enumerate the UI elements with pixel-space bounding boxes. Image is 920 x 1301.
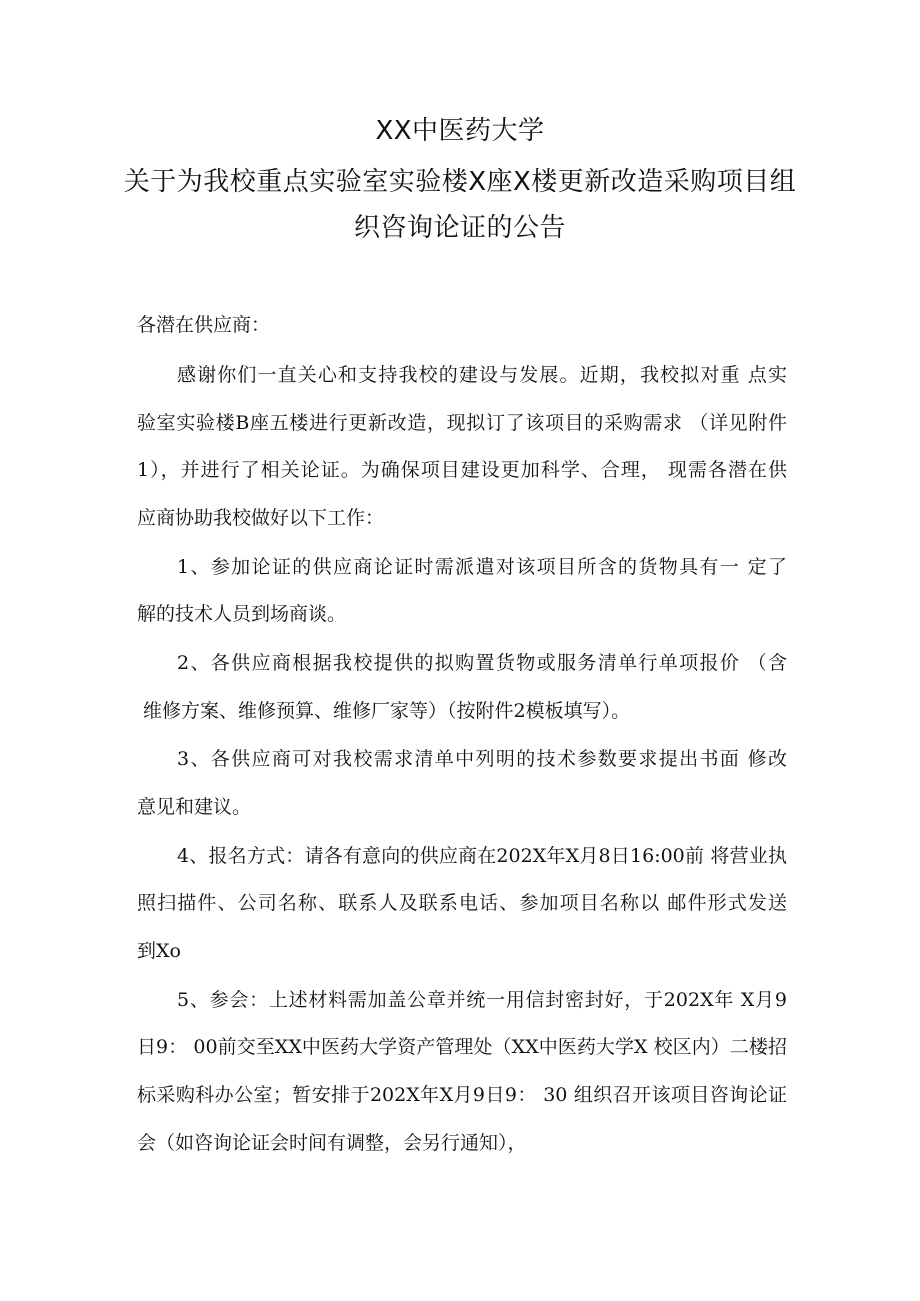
item-3-line: 意见和建议。 (137, 796, 252, 818)
item-2-line: 2、各供应商根据我校提供的拟购置货物或服务清单行单项报价 （含 (177, 652, 787, 674)
announcement-title-line-2: 织咨询论证的公告 (353, 213, 566, 243)
item-5-line: 标采购科办公室；暂安排于202X年X月9日9： 30 组织召开该项目咨询论证 (137, 1084, 787, 1106)
intro-line: 应商协助我校做好以下工作： (137, 507, 385, 529)
item-4-line: 照扫描件、公司名称、联系人及联系电话、参加项目名称以 邮件形式发送 (137, 892, 787, 914)
salutation: 各潜在供应商： (137, 314, 271, 336)
item-2-line: 维修方案、维修预算、维修厂家等）（按附件2模板填写）。 (137, 700, 631, 722)
item-1-line: 1、参加论证的供应商论证时需派遣对该项目所含的货物具有一 定了 (177, 556, 787, 578)
item-5-line: 会（如咨询论证会时间有调整，会另行通知）， (137, 1132, 527, 1154)
intro-line: 1），并进行了相关论证。为确保项目建设更加科学、合理， 现需各潜在供 (137, 459, 787, 481)
item-3-line: 3、各供应商可对我校需求清单中列明的技术参数要求提出书面 修改 (177, 748, 787, 770)
intro-line: 验室实验楼B座五楼进行更新改造，现拟订了该项目的采购需求 （详见附件 (137, 412, 787, 434)
item-1-line: 解的技术人员到场商谈。 (137, 603, 347, 625)
item-5-line: 日9： 00前交至XX中医药大学资产管理处（XX中医药大学X 校区内）二楼招 (137, 1036, 787, 1058)
announcement-title-line-1: 关于为我校重点实验室实验楼X座X楼更新改造采购项目组 (123, 167, 797, 197)
university-name: XX中医药大学 (375, 116, 545, 146)
item-4-line: 4、报名方式：请各有意向的供应商在202X年X月8日16:00前 将营业执 (177, 845, 787, 867)
intro-line: 感谢你们一直关心和支持我校的建设与发展。近期，我校拟对重 点实 (177, 364, 787, 386)
item-5-line: 5、参会：上述材料需加盖公章并统一用信封密封好，于202X年 X月9 (177, 989, 787, 1011)
item-4-line: 到Xo (137, 940, 181, 962)
